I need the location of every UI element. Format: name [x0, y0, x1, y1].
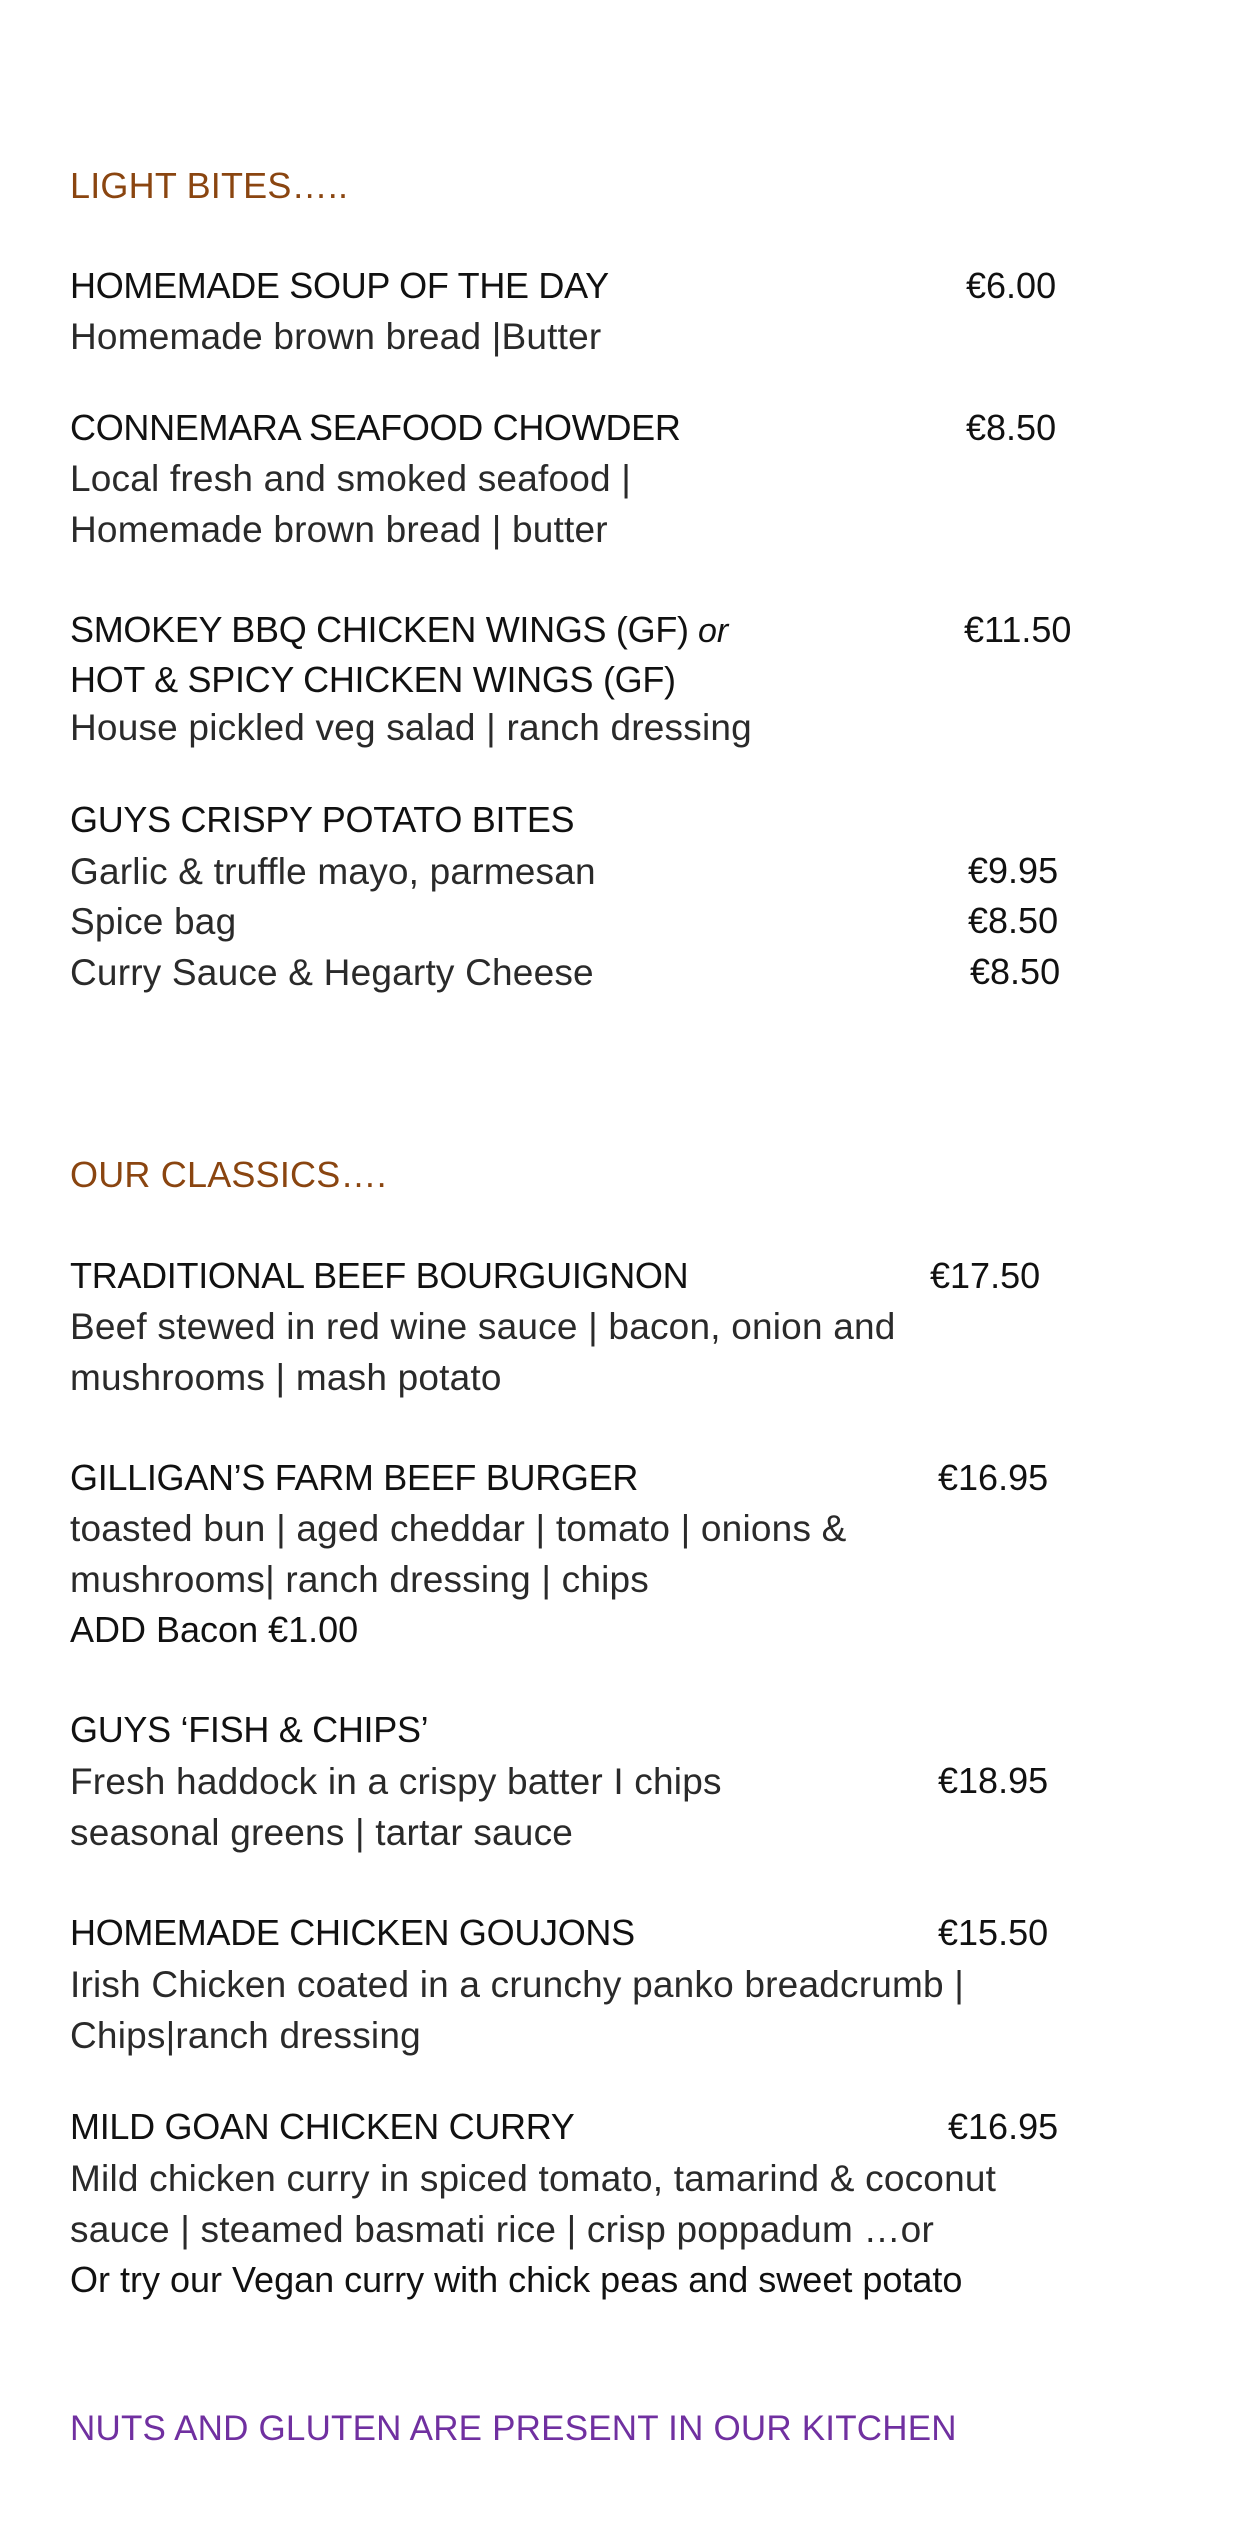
- goujons-name: HOMEMADE CHICKEN GOUJONS: [70, 1912, 635, 1953]
- burger-description-line-1: toasted bun | aged cheddar | tomato | onions &: [70, 1508, 847, 1549]
- bourguignon-name: TRADITIONAL BEEF BOURGUIGNON: [70, 1255, 689, 1296]
- goujons-description-line-1: Irish Chicken coated in a crunchy panko breadcrumb |: [70, 1964, 965, 2005]
- wings-description: House pickled veg salad | ranch dressing: [70, 707, 752, 748]
- fish-chips-name: GUYS ‘FISH & CHIPS’: [70, 1709, 429, 1750]
- fish-chips-description-line-1: Fresh haddock in a crispy batter I chips: [70, 1761, 722, 1802]
- soup-description: Homemade brown bread |Butter: [70, 316, 602, 357]
- chowder-description-line-1: Local fresh and smoked seafood |: [70, 458, 632, 499]
- soup-name: HOMEMADE SOUP OF THE DAY: [70, 265, 609, 306]
- curry-price: €16.95: [948, 2106, 1059, 2147]
- potato-option-price: €8.50: [968, 900, 1059, 941]
- bbq-wings-name: SMOKEY BBQ CHICKEN WINGS (GF): [70, 609, 689, 650]
- goujons-price: €15.50: [938, 1912, 1049, 1953]
- soup-price: €6.00: [966, 265, 1057, 306]
- goujons-description-line-2: Chips|ranch dressing: [70, 2015, 421, 2056]
- chowder-description-line-2: Homemade brown bread | butter: [70, 509, 608, 550]
- fish-chips-price: €18.95: [938, 1760, 1049, 1801]
- bourguignon-description-line-1: Beef stewed in red wine sauce | bacon, onion and: [70, 1306, 896, 1347]
- vegan-curry-note: Or try our Vegan curry with chick peas and sweet potato: [70, 2259, 963, 2300]
- bourguignon-price: €17.50: [930, 1255, 1041, 1296]
- curry-description-line-1: Mild chicken curry in spiced tomato, tamarind & coconut: [70, 2158, 997, 2199]
- burger-name: GILLIGAN’S FARM BEEF BURGER: [70, 1457, 639, 1498]
- curry-description-line-2: sauce | steamed basmati rice | crisp poppadum …or: [70, 2209, 934, 2250]
- burger-price: €16.95: [938, 1457, 1049, 1498]
- potato-option-label: Garlic & truffle mayo, parmesan: [70, 851, 596, 892]
- chowder-price: €8.50: [966, 407, 1057, 448]
- chowder-name: CONNEMARA SEAFOOD CHOWDER: [70, 407, 681, 448]
- spicy-wings-name: HOT & SPICY CHICKEN WINGS (GF): [70, 659, 676, 700]
- light-bites-heading: LIGHT BITES…..: [70, 165, 349, 206]
- fish-chips-description-line-2: seasonal greens | tartar sauce: [70, 1812, 574, 1853]
- potato-option-label: Spice bag: [70, 901, 237, 942]
- wings-or-separator: or: [698, 612, 729, 650]
- potato-option-price: €8.50: [970, 951, 1061, 992]
- burger-addon: ADD Bacon €1.00: [70, 1609, 359, 1650]
- wings-price: €11.50: [964, 609, 1072, 650]
- bourguignon-description-line-2: mushrooms | mash potato: [70, 1357, 502, 1398]
- potato-option-price: €9.95: [968, 850, 1059, 891]
- classics-heading: OUR CLASSICS….: [70, 1154, 387, 1195]
- potato-option-label: Curry Sauce & Hegarty Cheese: [70, 952, 594, 993]
- curry-name: MILD GOAN CHICKEN CURRY: [70, 2106, 575, 2147]
- allergen-notice: NUTS AND GLUTEN ARE PRESENT IN OUR KITCHEN: [70, 2409, 957, 2448]
- burger-description-line-2: mushrooms| ranch dressing | chips: [70, 1559, 649, 1600]
- potato-bites-name: GUYS CRISPY POTATO BITES: [70, 799, 575, 840]
